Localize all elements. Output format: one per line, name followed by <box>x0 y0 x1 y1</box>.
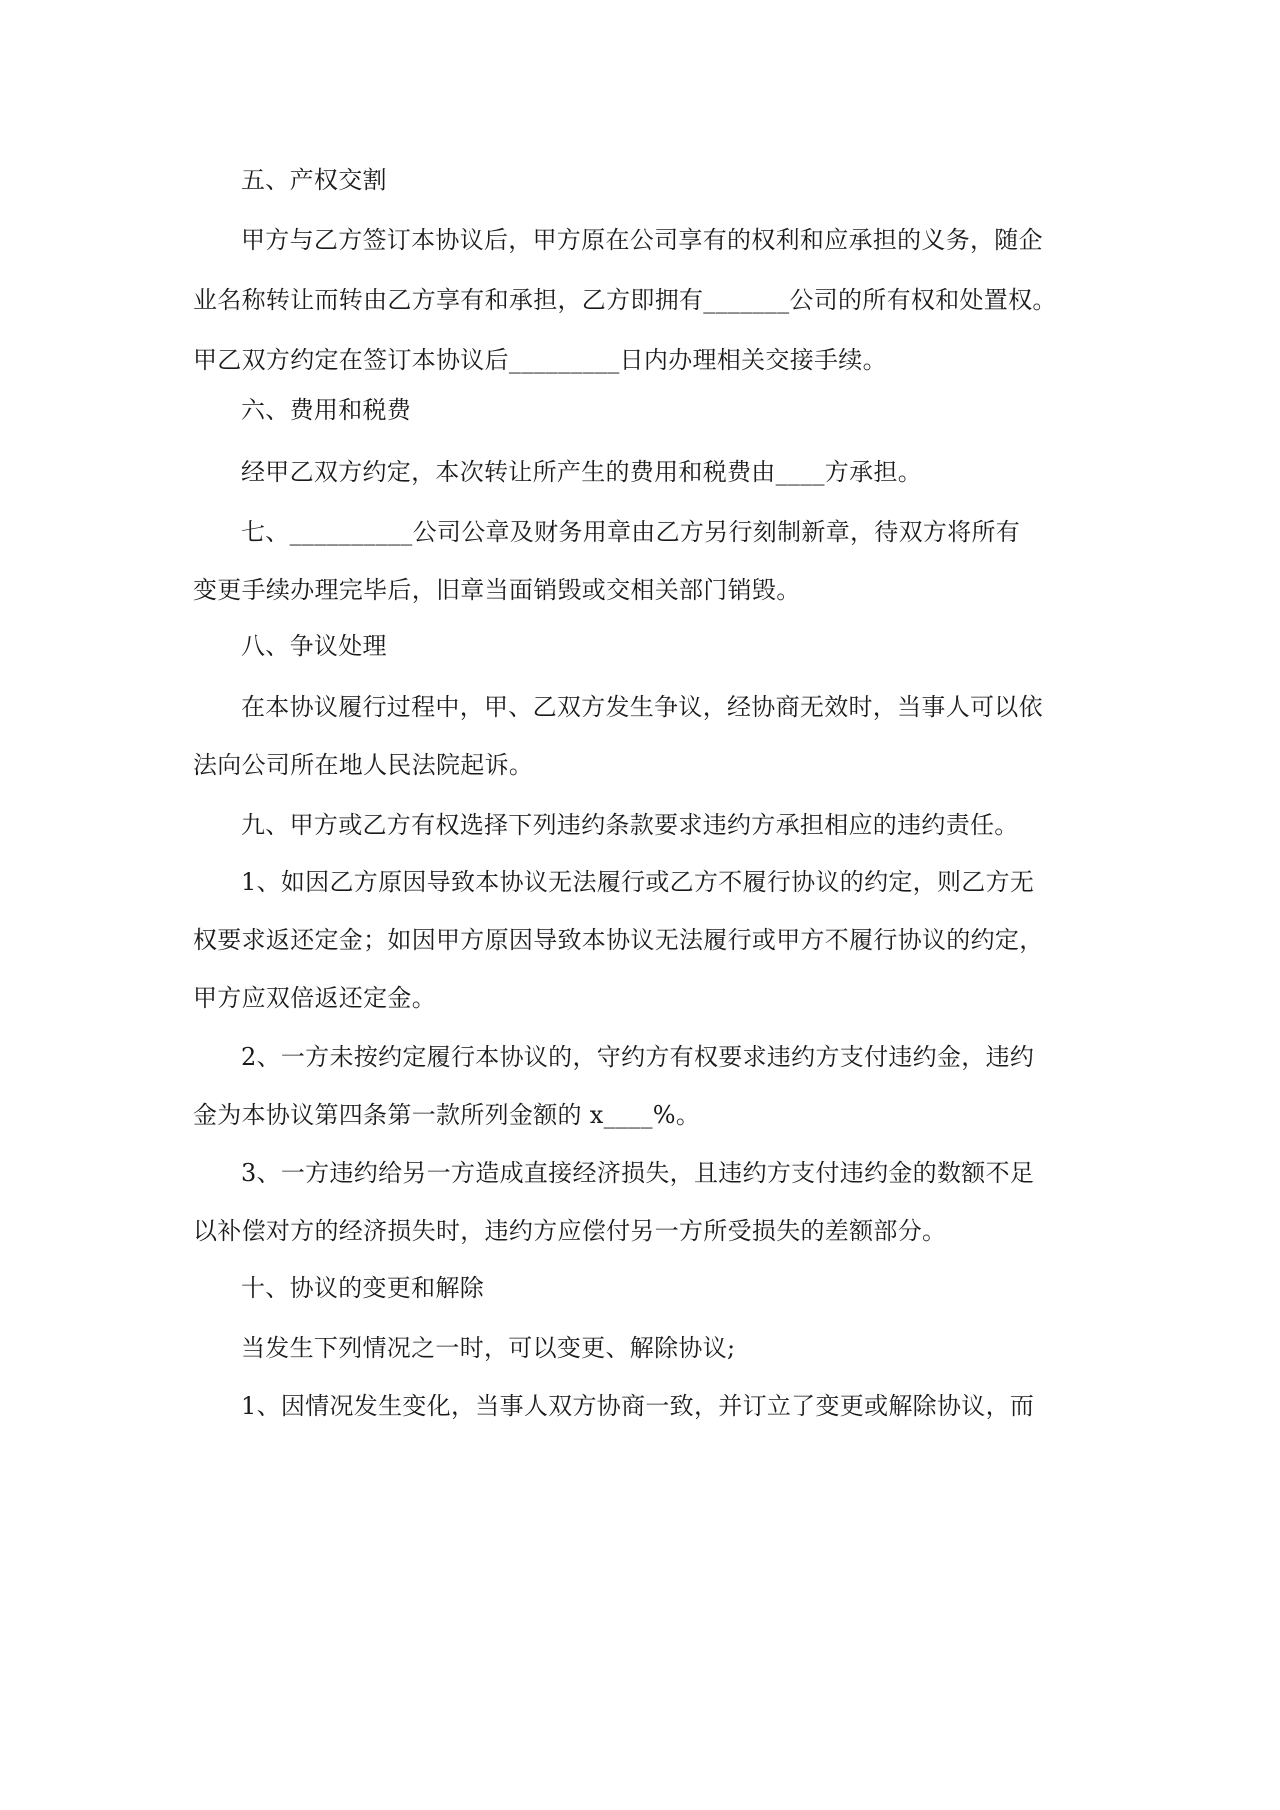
paragraph-line: 甲方应双倍返还定金。 <box>193 984 436 1012</box>
section-heading-8: 八、争议处理 <box>241 632 387 660</box>
section-heading-9: 九、甲方或乙方有权选择下列违约条款要求违约方承担相应的违约责任。 <box>241 811 1019 839</box>
paragraph-line: 法向公司所在地人民法院起诉。 <box>193 751 534 779</box>
paragraph-line: 经甲乙双方约定，本次转让所产生的费用和税费由____方承担。 <box>241 458 922 486</box>
paragraph-line: 甲方与乙方签订本协议后，甲方原在公司享有的权利和应承担的义务，随企 <box>241 226 1043 254</box>
paragraph-line: 3、一方违约给另一方造成直接经济损失，且违约方支付违约金的数额不足 <box>241 1159 1035 1187</box>
paragraph-line: 当发生下列情况之一时，可以变更、解除协议; <box>241 1334 736 1362</box>
paragraph-line: 金为本协议第四条第一款所列金额的 x____%。 <box>193 1101 701 1129</box>
paragraph-line: 变更手续办理完毕后，旧章当面销毁或交相关部门销毁。 <box>193 576 801 604</box>
paragraph-line: 以补偿对方的经济损失时，违约方应偿付另一方所受损失的差额部分。 <box>193 1217 947 1245</box>
paragraph-line: 在本协议履行过程中，甲、乙双方发生争议，经协商无效时，当事人可以依 <box>241 693 1043 721</box>
paragraph-line: 权要求返还定金；如因甲方原因导致本协议无法履行或甲方不履行协议的约定， <box>193 926 1044 954</box>
paragraph-line: 1、因情况发生变化，当事人双方协商一致，并订立了变更或解除协议，而 <box>241 1392 1035 1420</box>
paragraph-line: 2、一方未按约定履行本协议的，守约方有权要求违约方支付违约金，违约 <box>241 1043 1035 1071</box>
section-heading-5: 五、产权交割 <box>241 166 387 194</box>
section-heading-6: 六、费用和税费 <box>241 396 412 424</box>
paragraph-line: 1、如因乙方原因导致本协议无法履行或乙方不履行协议的约定，则乙方无 <box>241 868 1035 896</box>
paragraph-line: 业名称转让而转由乙方享有和承担，乙方即拥有_______公司的所有权和处置权。 <box>193 286 1057 314</box>
section-heading-10: 十、协议的变更和解除 <box>241 1274 484 1302</box>
section-heading-7: 七、__________公司公章及财务用章由乙方另行刻制新章，待双方将所有 <box>241 518 1021 546</box>
paragraph-line: 甲乙双方约定在签订本协议后_________日内办理相关交接手续。 <box>193 346 887 374</box>
